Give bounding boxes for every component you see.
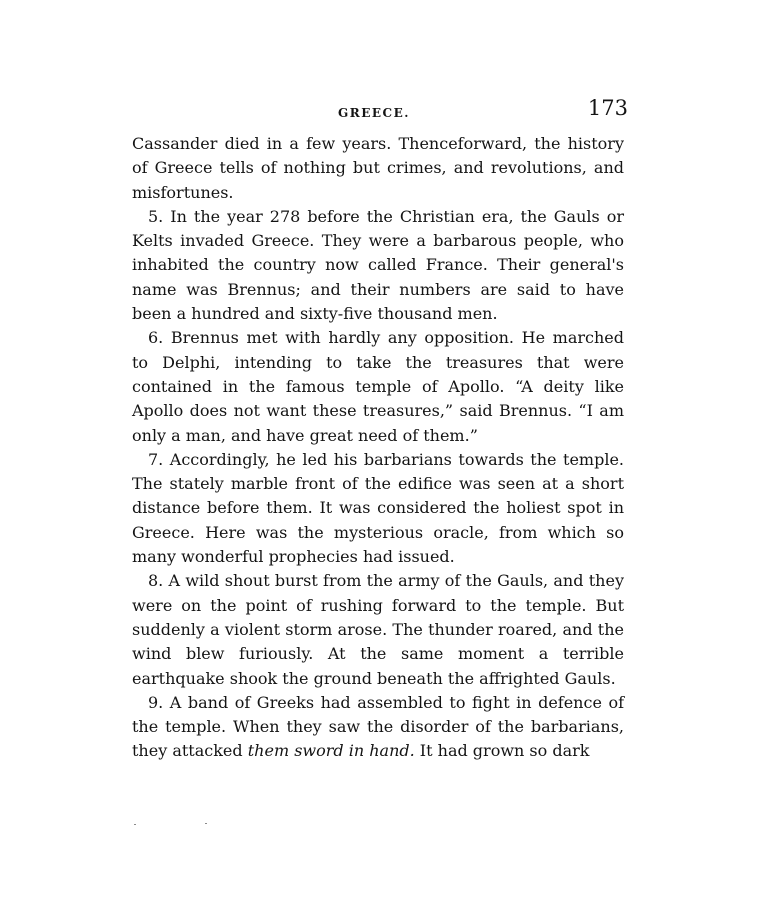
- paragraph-number: 6.: [148, 328, 164, 348]
- body-text: [132, 132, 624, 764]
- page-number: 173: [587, 96, 628, 120]
- paragraph-8: [132, 569, 624, 690]
- paragraph-text: A wild shout burst from the army of the Gauls, and they were on the point of rushing forward to the temple. But suddenly a violent storm arose. The thunder roared, and the wind blew furiously. At the same moment a terrible earthquake shook the ground beneath the affrighted Gauls.: [132, 571, 624, 688]
- paragraph-5: [132, 205, 624, 326]
- paragraph-text-end: It had grown so dark: [419, 741, 590, 761]
- paragraph-text: Brennus met with hardly any opposition. He marched to Delphi, intending to take the treasures that were contained in the famous temple of Apollo. “A deity like Apollo does not want these treasures,” said Brennus. “I am only a man, and have great need of them.”: [132, 328, 624, 445]
- running-title: GREECE.: [338, 106, 410, 120]
- paragraph-italic-text: them sword in hand.: [247, 741, 415, 761]
- paragraph-number: 8.: [148, 571, 164, 591]
- paragraph-9: [132, 691, 624, 764]
- paragraph-text: In the year 278 before the Christian era, the Gauls or Kelts invaded Greece. They were a barbarous people, who inhabited the country now called France. Their general's name was Brennus; and their numbers are said to have been a hundred and sixty-five thousand men.: [132, 206, 624, 324]
- paragraph-number: 7.: [148, 449, 164, 469]
- running-head: [120, 94, 628, 124]
- paragraph-6: [132, 326, 624, 447]
- scan-speck: [205, 823, 207, 824]
- paragraph-number: 5.: [148, 206, 164, 226]
- paragraph-text: A band of Greeks had assembled to fight in defence of the temple. When they saw the disorder of the barbarians, they attacked: [132, 692, 624, 761]
- paragraph-continuation: [132, 132, 624, 205]
- scan-speck: [134, 824, 136, 825]
- paragraph-number: 9.: [148, 692, 164, 712]
- paragraph-7: [132, 448, 624, 569]
- paragraph-text: Cassander died in a few years. Thenceforward, the history of Greece tells of nothing but crimes, and revolutions, and misfortunes.: [132, 134, 624, 202]
- paragraph-text: Accordingly, he led his barbarians towards the temple. The stately marble front of the edifice was seen at a short distance before them. It was considered the holiest spot in Greece. Here was the mysterious oracle, from which so many wonderful prophecies had issued.: [132, 449, 624, 567]
